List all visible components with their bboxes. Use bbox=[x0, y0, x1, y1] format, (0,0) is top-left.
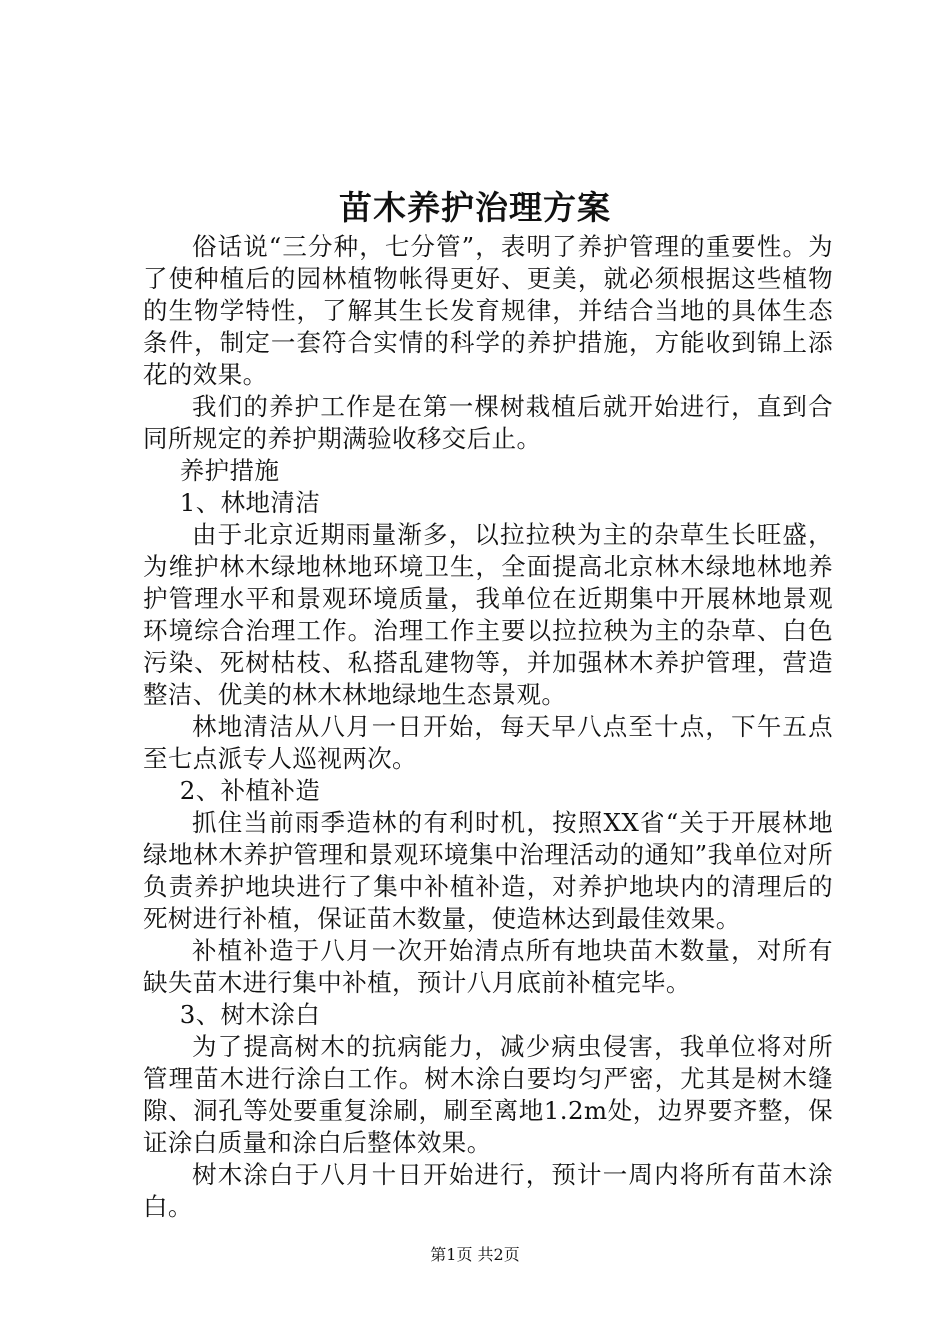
document-title: 苗木养护治理方案 bbox=[339, 188, 611, 227]
section-heading: 3、树木涂白 bbox=[179, 1000, 321, 1029]
paragraph: 俗话说“三分种，七分管”，表明了养护管理的重要性。为了使种植后的园林植物帐得更好、更美，就必须根据这些植物的生物学特性，了解其生长发育规律，并结合当地的具体生态条件，制定一套符合实情的科学的养护措施，方能收到锦上添花的效果。 bbox=[143, 232, 833, 389]
paragraph: 我们的养护工作是在第一棵树栽植后就开始进行，直到合同所规定的养护期满验收移交后止。 bbox=[143, 392, 833, 453]
section-heading: 2、补植补造 bbox=[179, 776, 321, 805]
paragraph: 抓住当前雨季造林的有利时机，按照XX省“关于开展林地绿地林木养护管理和景观环境集中治理活动的通知”我单位对所负责养护地块进行了集中补植补造，对养护地块内的清理后的死树进行补植，保证苗木数量，使造林达到最佳效果。 bbox=[143, 808, 833, 933]
section-heading: 养护措施 bbox=[179, 456, 280, 485]
paragraph: 补植补造于八月一次开始清点所有地块苗木数量，对所有缺失苗木进行集中补植，预计八月底前补植完毕。 bbox=[143, 936, 833, 997]
paragraph: 为了提高树木的抗病能力，减少病虫侵害，我单位将对所管理苗木进行涂白工作。树木涂白要均匀严密，尤其是树木缝隙、洞孔等处要重复涂刷，刷至离地1.2m处，边界要齐整，保证涂白质量和涂白后整体效果。 bbox=[143, 1032, 833, 1157]
paragraph: 由于北京近期雨量渐多，以拉拉秧为主的杂草生长旺盛，为维护林木绿地林地环境卫生，全面提高北京林木绿地林地养护管理水平和景观环境质量，我单位在近期集中开展林地景观环境综合治理工作。治理工作主要以拉拉秧为主的杂草、白色污染、死树枯枝、私搭乱建物等，并加强林木养护管理，营造整洁、优美的林木林地绿地生态景观。 bbox=[143, 520, 833, 709]
document-body bbox=[143, 231, 833, 1223]
page-footer: 第1页 共2页 bbox=[430, 1245, 520, 1264]
paragraph: 林地清洁从八月一日开始，每天早八点至十点，下午五点至七点派专人巡视两次。 bbox=[143, 712, 833, 773]
paragraph: 树木涂白于八月十日开始进行，预计一周内将所有苗木涂白。 bbox=[143, 1160, 833, 1221]
section-heading: 1、林地清洁 bbox=[179, 488, 321, 517]
